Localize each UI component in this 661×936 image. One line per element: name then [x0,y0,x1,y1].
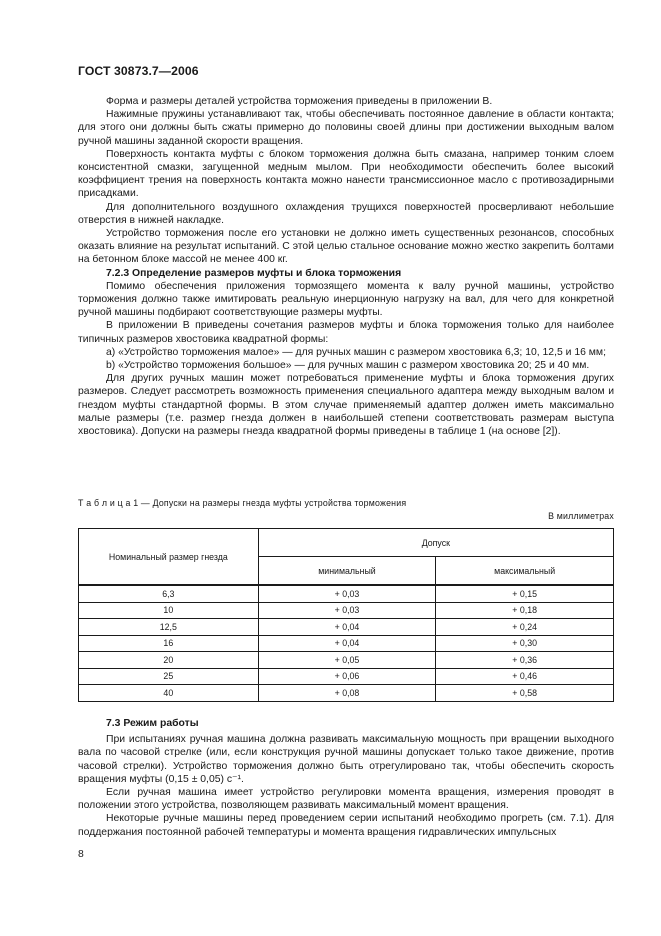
header-tolerance: Допуск [258,529,613,557]
cell-size: 20 [79,652,259,669]
cell-size: 10 [79,602,259,619]
table-row [79,602,614,619]
paragraph: Устройство торможения после его установки не должно иметь существенных резонансов, способных оказать влияние на результат испытаний. С этой целью стальное основание можно жестко закрепить болтами на бетонном блоке массой не менее 400 кг. [78,228,614,266]
cell-size: 12,5 [79,619,259,636]
cell-max: + 0,15 [436,585,614,602]
cell-min: + 0,03 [258,585,436,602]
table-row [79,585,614,602]
paragraph: Некоторые ручные машины перед проведением серии испытаний необходимо прогреть (см. 7.1). Для поддержания постоянной рабочей температуры и момента вращения гидравлических импульсных [78,813,614,838]
cell-min: + 0,05 [258,652,436,669]
table-caption: Т а б л и ц а 1 — Допуски на размеры гнезда муфты устройства торможения [78,498,407,508]
section-heading-7-3: 7.3 Режим работы [106,718,199,729]
table-row [79,668,614,685]
paragraph: В приложении В приведены сочетания размеров муфты и блока торможения только для наиболее типичных размеров хвостовика квадратной формы: [78,320,614,345]
table-row [79,619,614,636]
cell-size: 16 [79,635,259,652]
section-heading-7-2-3: 7.2.3 Определение размеров муфты и блока торможения [106,267,402,279]
header-min: минимальный [258,557,436,586]
table-units: В миллиметрах [548,511,614,521]
document-header: ГОСТ 30873.7—2006 [78,64,199,78]
list-item-b: b) «Устройство торможения большое» — для ручных машин с размером хвостовика 20; 25 и 40 мм. [106,360,590,372]
cell-size: 25 [79,668,259,685]
header-max: максимальный [436,557,614,586]
page-number: 8 [78,849,84,860]
list-item-a: a) «Устройство торможения малое» — для ручных машин с размером хвостовика 6,3; 10, 12,5 и 16 мм; [106,346,606,358]
paragraph: Помимо обеспечения приложения тормозящего момента к валу ручной машины, устройство торможения должно также имитировать реальную инерционную нагрузку на вал, для чего для конкретной ручной машины подбирают соответствующие размеры муфты. [78,280,614,319]
paragraph: Для других ручных машин может потребоваться применение муфты и блока торможения других размеров. Следует рассмотреть возможность применения специального адаптера между выходным валом и гнездом муфты стандартной формы. В этом случае применяемый адаптер должен иметь максимально малые размеры (т.е. размер гнезда должен в наибольшей степени соответствовать размерам выступа хвостовика). Допуски на размеры гнезда квадратной формы приведены в таблице 1 (на основе [2]). [78,373,614,438]
table-row [79,685,614,702]
tolerance-table [78,528,614,702]
paragraph: При испытаниях ручная машина должна развивать максимальную мощность при вращении выходного вала по часовой стрелке (или, если конструкция ручной машины допускает только такое движение, против часовой стрелки). Устройство торможения должно быть отрегулировано так, чтобы обеспечить скорость вращения муфты (0,15 ± 0,05) с⁻¹. [78,734,614,785]
body-text [78,95,614,438]
table-row [79,635,614,652]
cell-max: + 0,24 [436,619,614,636]
paragraph: Нажимные пружины устанавливают так, чтобы обеспечивать постоянное давление в области контакта; для этого они должны быть сжаты примерно до половины своей длины при достижении выходным валом ручной машины заданной скорости вращения. [78,109,614,147]
paragraph: Если ручная машина имеет устройство регулировки момента вращения, измерения проводят в положении этого устройства, позволяющем развивать максимальный момент вращения. [78,787,614,812]
cell-min: + 0,06 [258,668,436,685]
cell-min: + 0,04 [258,619,436,636]
cell-max: + 0,58 [436,685,614,702]
cell-size: 40 [79,685,259,702]
section-7-3 [78,717,614,839]
cell-max: + 0,30 [436,635,614,652]
cell-min: + 0,04 [258,635,436,652]
cell-max: + 0,36 [436,652,614,669]
cell-max: + 0,46 [436,668,614,685]
cell-min: + 0,03 [258,602,436,619]
paragraph: Форма и размеры деталей устройства торможения приведены в приложении В. [106,96,493,107]
cell-max: + 0,18 [436,602,614,619]
paragraph: Для дополнительного воздушного охлаждения трущихся поверхностей просверливают небольшие отверстия в нижней накладке. [78,201,614,226]
table-row [79,652,614,669]
cell-min: + 0,08 [258,685,436,702]
paragraph: Поверхность контакта муфты с блоком торможения должна быть смазана, например тонким слоем консистентной смазки, загущенной медным мылом. При необходимости обеспечить более высокий коэффициент трения на поверхность контакта можно нанести трансмиссионное масло с противозадирными присадками. [78,148,614,200]
cell-size: 6,3 [79,585,259,602]
header-nominal-size: Номинальный размер гнезда [79,529,259,586]
